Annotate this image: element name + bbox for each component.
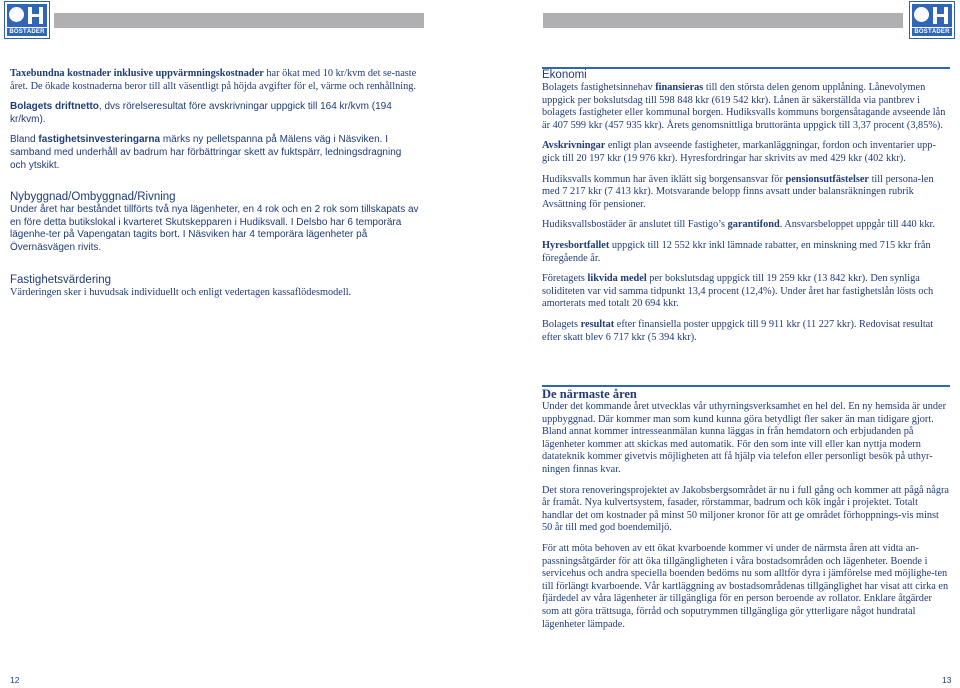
right-column bbox=[542, 68, 950, 352]
paragraph-resultat: Bolagets resultat efter finansiella poster uppgick till 9 911 kkr (11 227 kkr). Redovisat resultat efter skatt blev 6 717 kkr (5 394 kkr). bbox=[542, 318, 934, 343]
company-logo bbox=[4, 1, 50, 39]
paragraph-kvarboende: För att möta behoven av ett ökat kvarboende kommer vi under de närmsta åren att vidta an-passningsåtgärder för att öka tillgängligheten i våra bostadsområden och lägenheter. Boende i servicehus och andra speciella boenden bedöms nu som alltför dyra i jämförelse med möjlighe-ten till förlängt kvarboende. Vår kartläggning av bostadsområdenas tillgänglighet har visat att cirka en fjärdedel av våra lägenheter är tillgängliga för en person beroende av rollator. Enklare åtgärder som att göra trättsuga, förråd och soputrymmen tillgängliga gör ytterligare något hundratal lägenheter lämpade. bbox=[542, 542, 949, 630]
paragraph-renovering: Det stora renoveringsprojektet av Jakobsbergsområdet är nu i full gång och kommer att pågå några år framåt. Nya kulvertsystem, fasader, rörstammar, badrum och kök ingår i projektet. Totalt handlar det om kostnader på minst 50 miljoner kronor för att ge området förhoppnings-vis minst 50 år till med god boendemiljö. bbox=[542, 484, 949, 534]
paragraph-investeringar: Bland fastighetsinvesteringarna märks ny pelletspanna på Mälens väg i Näsviken. I samband med underhåll av badrum har förbättringar skett av fuktspärr, ledningsdragning och ytskikt. bbox=[10, 134, 402, 171]
header-band bbox=[543, 13, 903, 28]
logo-text: BOSTÄDER bbox=[7, 28, 47, 36]
logo-text: BOSTÄDER bbox=[912, 28, 952, 36]
paragraph-fastighetsvardering: Värderingen sker i huvudsak individuellt och enligt vedertagen kassaflödesmodell. bbox=[10, 286, 352, 298]
right-column-lower bbox=[542, 387, 950, 631]
paragraph-uthyrning: Under det kommande året utvecklas vår uthyrningsverksamhet en hel del. En ny hemsida är under uppbyggnad. Där kommer man som kund kunna göra betydligt fler saker än man tidigare gjort. Bland annat kommer intresseanmälan kunna läggas in från hemdatorn och erbjudanden på lägenheter kommer att skickas med automatik. För den som inte vill eller kan nyttja modern datateknik kommer givetvis möjligheten att få hjälp via telefon eller personligt besök på uthyr-ningen finnas kvar. bbox=[542, 401, 947, 475]
header-band bbox=[54, 13, 424, 28]
page-number-left: 12 bbox=[10, 675, 20, 685]
paragraph-pension: Hudiksvalls kommun har även iklätt sig borgensansvar för pensionsutfästelser till persona-len med 7 217 kkr (7 413 kkr). Motsvarande belopp finns avsatt under balansräkningen rubrik Avsättning för pensioner. bbox=[542, 173, 934, 210]
paragraph-taxebundna: Taxebundna kostnader inklusive uppvärmningskostnader har ökat med 10 kr/kvm det se-naste året. De ökade kostnaderna beror till allt väsentligt på höjda avgifter för el, värme och renhållning. bbox=[10, 68, 417, 92]
logo-circle-icon bbox=[914, 7, 929, 22]
page-number-right: 13 bbox=[942, 675, 952, 685]
left-column bbox=[10, 68, 420, 307]
heading-nybyggnad: Nybyggnad/Ombyggnad/Rivning bbox=[10, 191, 176, 204]
logo-circle-icon bbox=[9, 7, 24, 22]
paragraph-driftnetto: Bolagets driftnetto, dvs rörelseresultat före avskrivningar uppgick till 164 kr/kvm (194 kr/kvm). bbox=[10, 101, 392, 125]
paragraph-avskrivningar: Avskrivningar enligt plan avseende fastigheter, markanläggningar, fordon och inventarier upp-gick till 20 197 kkr (19 976 kkr). Hyresfordringar har skrivits av med 429 kkr (402 kkr). bbox=[542, 140, 936, 164]
paragraph-garantifond: Hudiksvallsbostäder är anslutet till Fastigo’s garantifond. Ansvarsbeloppet uppgår till 440 kkr. bbox=[542, 219, 935, 231]
heading-fastighetsvardering: Fastighetsvärdering bbox=[10, 273, 111, 286]
paragraph-likvida-medel: Företagets likvida medel per bokslutsdag uppgick till 19 259 kkr (13 842 kkr). Den synliga soliditeten var vid samma tidpunkt 13,4 procent (12,4%). Under året har fastighetslån lösts och amorterats med totalt 20 694 kkr. bbox=[542, 273, 934, 310]
paragraph-nybyggnad: Under året har beståndet tillförts två nya lägenheter, en 4 rok och en 2 rok som tillskapats av en före detta butikslokal i kvarteret Skutskepparen i Hudiksvall. I Delsbo har 6 temporära lägenhe-ter på Vapengatan tagits bort. I Näsviken har 4 temporära lägenheter på Övernäsvägen rivits. bbox=[10, 204, 419, 253]
company-logo bbox=[909, 1, 955, 39]
paragraph-finansiering: Bolagets fastighetsinnehav finansieras till den största delen genom upplåning. Lånevolymen uppgick per bokslutsdag till 598 848 kkr (619 542 kkr). Lånen är säkerställda via pantbrev i bolagets fastigheter eller kommunal borgen. Hudiksvalls kommuns borgensåtagande avseende lån är 407 599 kkr (457 935 kkr). Årets genomsnittliga bruttoränta uppgick till 3,37 procent (3,85%). bbox=[542, 82, 946, 131]
heading-ekonomi: Ekonomi bbox=[542, 69, 587, 81]
heading-narmaste-aren: De närmaste åren bbox=[542, 387, 637, 401]
logo-emblem bbox=[912, 4, 952, 27]
paragraph-hyresbortfall: Hyresbortfallet uppgick till 12 552 kkr inkl lämnade rabatter, en minskning med 715 kkr från föregående år. bbox=[542, 239, 931, 264]
logo-emblem bbox=[7, 4, 47, 27]
